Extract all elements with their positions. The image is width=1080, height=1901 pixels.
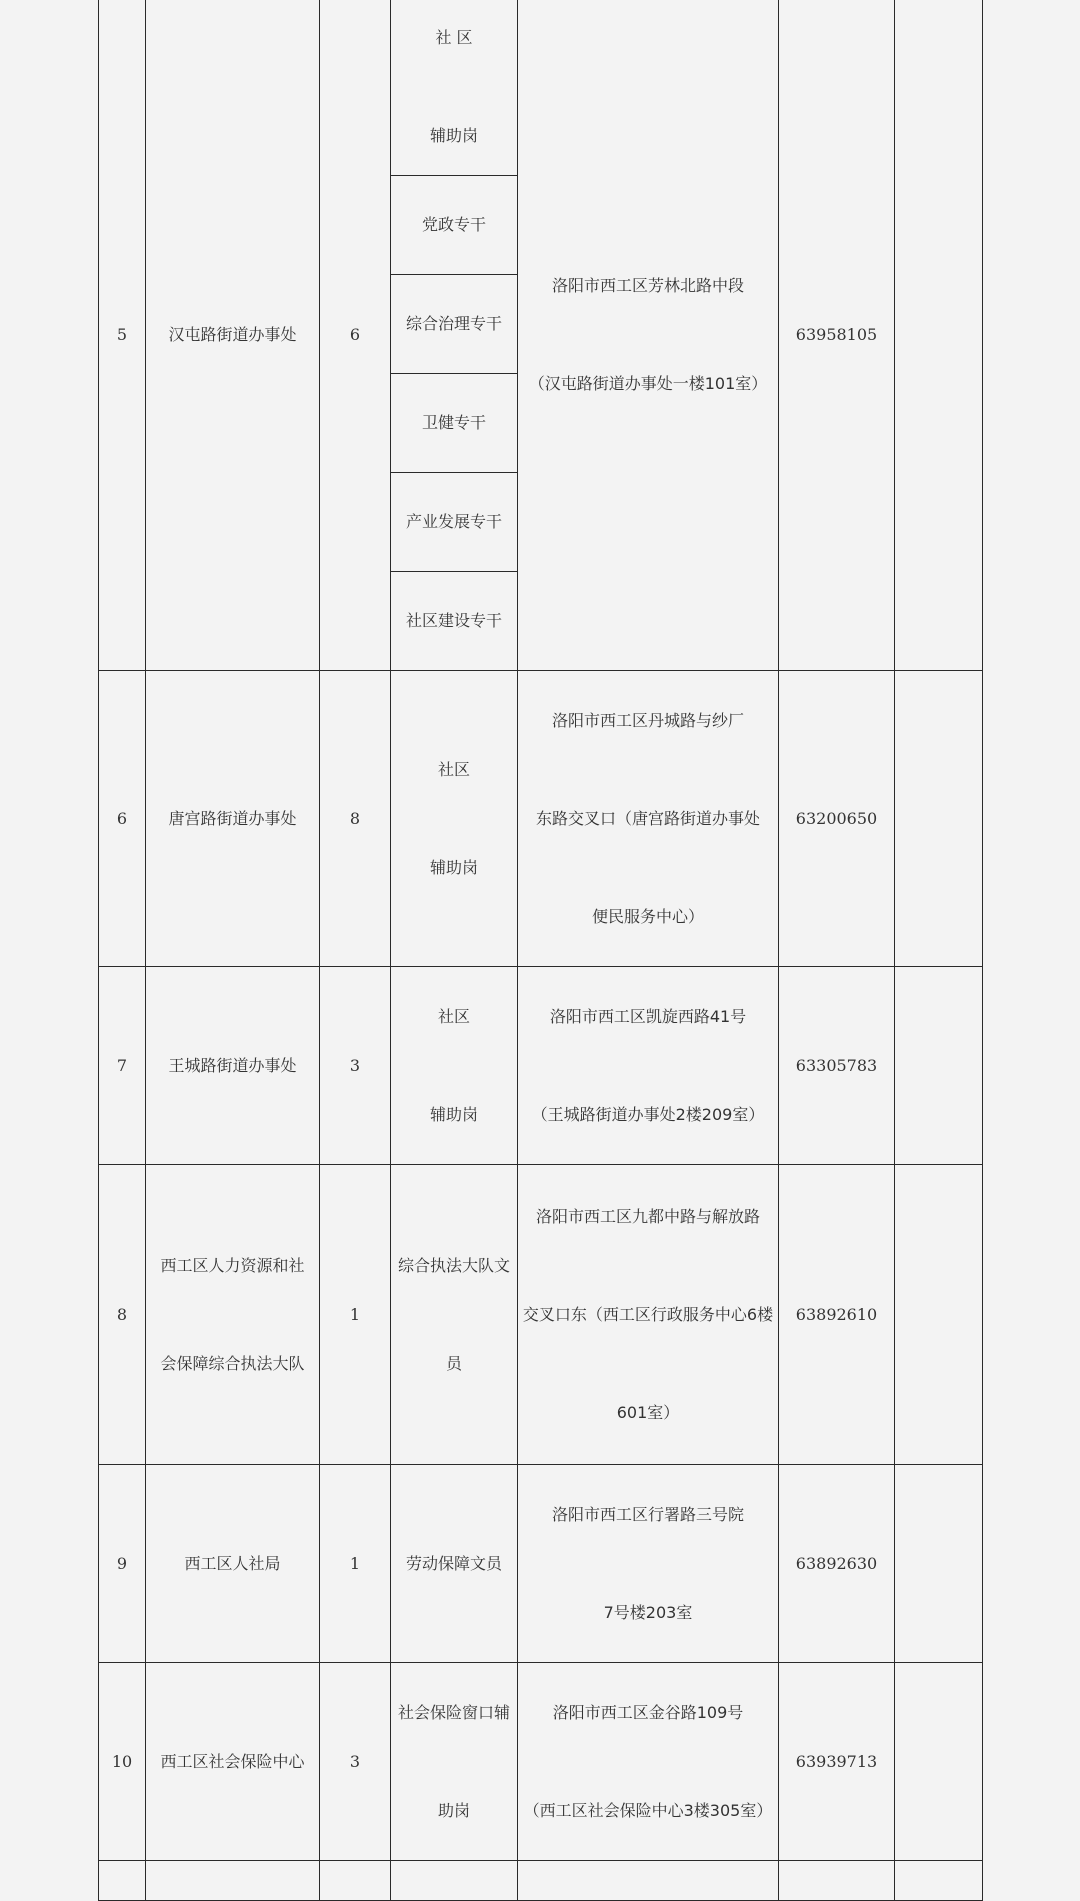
phone-cell: 63892630: [779, 1465, 895, 1663]
row-number: 9: [99, 1465, 146, 1663]
post-cell: [391, 1465, 518, 1663]
post-line: 劳动保障文员: [405, 1553, 502, 1573]
address-line: 洛阳市西工区凯旋西路41号: [549, 1006, 747, 1026]
table-row: [99, 1165, 983, 1465]
address-line: 东路交叉口（唐宫路街道办事处: [535, 808, 760, 828]
address-cell: [518, 967, 779, 1165]
unit-line: 汉屯路街道办事处: [168, 324, 297, 344]
post-cell: [391, 1663, 518, 1861]
row-number: [99, 1861, 146, 1901]
note-cell: [895, 967, 983, 1165]
count-cell: 1: [320, 1465, 391, 1663]
address-line: 洛阳市西工区行署路三号院: [551, 1504, 744, 1524]
count-cell: 3: [320, 1663, 391, 1861]
address-line: 便民服务中心）: [591, 906, 704, 926]
post-cell: 社区建设专干: [391, 572, 518, 671]
phone-cell: 63200650: [779, 671, 895, 967]
unit-cell: [146, 1861, 320, 1901]
post-cell: [391, 1861, 518, 1901]
address-line: 交叉口东（西工区行政服务中心6楼: [522, 1304, 774, 1324]
unit-cell: [146, 1465, 320, 1663]
count-cell: 3: [320, 967, 391, 1165]
phone-cell: 63939713: [779, 1663, 895, 1861]
address-line: （汉屯路街道办事处一楼101室）: [528, 373, 768, 393]
note-cell: [895, 1465, 983, 1663]
address-cell: [518, 0, 779, 671]
phone-cell: 63958105: [779, 0, 895, 671]
post-line: 辅助岗: [429, 1104, 478, 1124]
unit-line: 唐宫路街道办事处: [168, 808, 297, 828]
note-cell: [895, 0, 983, 671]
address-cell: [518, 671, 779, 967]
count-cell: 8: [320, 671, 391, 967]
unit-line: 王城路街道办事处: [168, 1055, 297, 1075]
post-line: 社区: [437, 1006, 470, 1026]
unit-line: 西工区人力资源和社: [160, 1255, 305, 1275]
address-cell: [518, 1165, 779, 1465]
table-row: [99, 967, 983, 1165]
post-line: 助岗: [437, 1800, 470, 1820]
address-line: 洛阳市西工区丹城路与纱厂: [551, 710, 744, 730]
address-line: 洛阳市西工区金谷路109号: [552, 1702, 744, 1722]
address-line: 7号楼203室: [603, 1602, 693, 1622]
post-line: 社 区: [435, 28, 473, 47]
unit-cell: [146, 1663, 320, 1861]
post-cell: 卫健专干: [391, 374, 518, 473]
post-line: 社会保险窗口辅: [397, 1702, 510, 1722]
post-line: 员: [445, 1353, 462, 1373]
unit-line: 西工区人社局: [184, 1553, 281, 1573]
address-line: 洛阳市西工区芳林北路中段: [551, 275, 744, 295]
table-row-partial: [99, 1861, 983, 1901]
phone-cell: 63892610: [779, 1165, 895, 1465]
address-line: （王城路街道办事处2楼209室）: [531, 1104, 765, 1124]
address-line: 601室）: [616, 1402, 680, 1422]
row-number: 8: [99, 1165, 146, 1465]
unit-cell: [146, 0, 320, 671]
address-cell: [518, 1663, 779, 1861]
post-cell: [391, 671, 518, 967]
unit-line: 会保障综合执法大队: [160, 1353, 305, 1373]
row-number: 6: [99, 671, 146, 967]
row-number: 5: [99, 0, 146, 671]
table-row: [99, 671, 983, 967]
note-cell: [895, 1165, 983, 1465]
address-line: （西工区社会保险中心3楼305室）: [523, 1800, 773, 1820]
row-number: 7: [99, 967, 146, 1165]
address-cell: [518, 1861, 779, 1901]
post-line: 辅助岗: [429, 126, 478, 145]
post-cell: 综合治理专干: [391, 275, 518, 374]
post-line: 综合执法大队文: [397, 1255, 510, 1275]
row-number: 10: [99, 1663, 146, 1861]
address-cell: [518, 1465, 779, 1663]
post-cell: [391, 967, 518, 1165]
unit-cell: [146, 1165, 320, 1465]
table-row: [99, 0, 983, 176]
note-cell: [895, 1861, 983, 1901]
post-cell: [391, 0, 518, 176]
post-cell: 产业发展专干: [391, 473, 518, 572]
count-cell: [320, 1861, 391, 1901]
table-row: [99, 1663, 983, 1861]
address-line: 洛阳市西工区九都中路与解放路: [535, 1206, 760, 1226]
unit-line: 西工区社会保险中心: [160, 1751, 305, 1771]
table-row: [99, 1465, 983, 1663]
count-cell: 6: [320, 0, 391, 671]
post-cell: [391, 1165, 518, 1465]
post-cell: 党政专干: [391, 176, 518, 275]
post-line: 辅助岗: [429, 857, 478, 877]
recruitment-table: [98, 0, 983, 1901]
note-cell: [895, 1663, 983, 1861]
unit-cell: [146, 671, 320, 967]
note-cell: [895, 671, 983, 967]
post-line: 社区: [437, 759, 470, 779]
unit-cell: [146, 967, 320, 1165]
phone-cell: 63305783: [779, 967, 895, 1165]
phone-cell: [779, 1861, 895, 1901]
count-cell: 1: [320, 1165, 391, 1465]
